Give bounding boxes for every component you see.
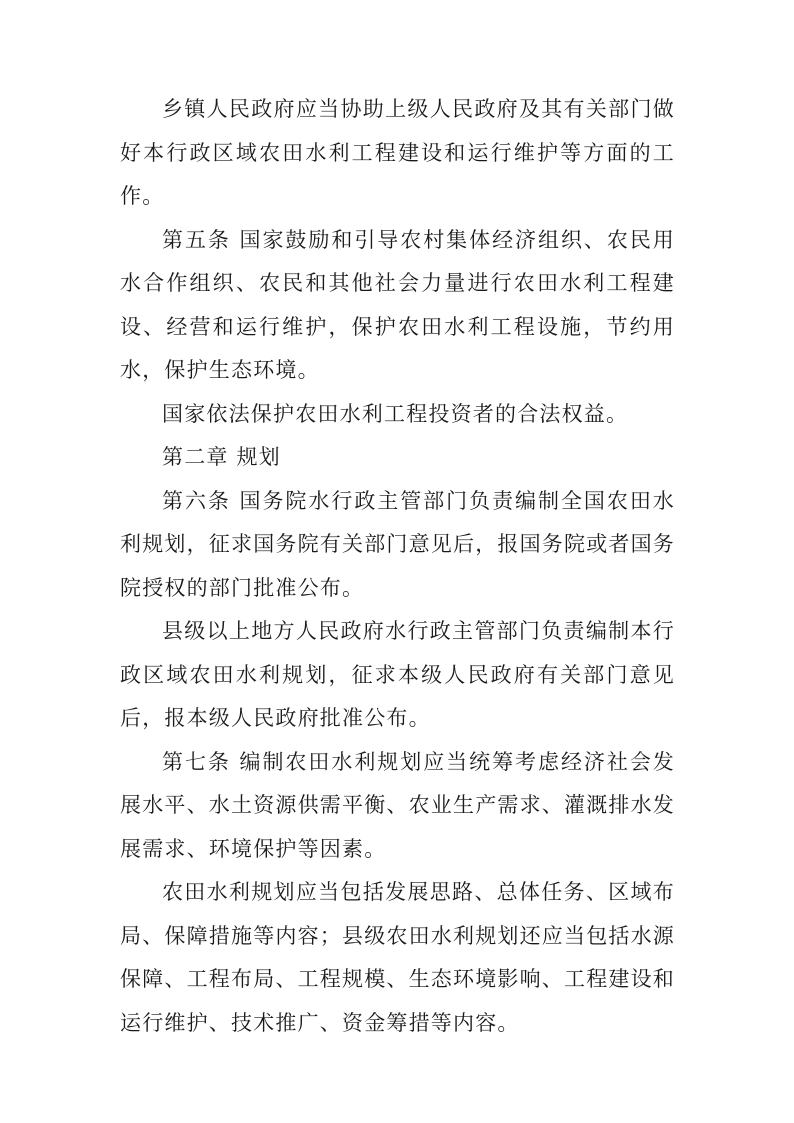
chapter-heading: 第二章 规划: [162, 445, 281, 469]
paragraph-county-planning: 县级以上地方人民政府水行政主管部门负责编制本行政区域农田水利规划，征求本级人民政府有关部门意见后，报本级人民政府批准公布。: [120, 619, 675, 730]
paragraph-township-duty: 乡镇人民政府应当协助上级人民政府及其有关部门做好本行政区域农田水利工程建设和运行维护等方面的工作。: [120, 97, 675, 208]
paragraph-article-6: 第六条 国务院水行政主管部门负责编制全国农田水利规划，征求国务院有关部门意见后，报国务院或者国务院授权的部门批准公布。: [120, 488, 675, 600]
paragraph-investor-rights: 国家依法保护农田水利工程投资者的合法权益。: [162, 401, 629, 426]
paragraph-article-5: 第五条 国家鼓励和引导农村集体经济组织、农民用水合作组织、农民和其他社会力量进行农田水利工程建设、经营和运行维护，保护农田水利工程设施，节约用水，保护生态环境。: [120, 227, 675, 382]
paragraph-article-7: 第七条 编制农田水利规划应当统筹考虑经济社会发展水平、水土资源供需平衡、农业生产需求、灌溉排水发展需求、环境保护等因素。: [120, 749, 675, 861]
paragraph-plan-contents: 农田水利规划应当包括发展思路、总体任务、区域布局、保障措施等内容；县级农田水利规划还应当包括水源保障、工程布局、工程规模、生态环境影响、工程建设和运行维护、技术推广、资金筹措等内容。: [120, 880, 675, 1035]
document-body: [120, 88, 675, 1045]
